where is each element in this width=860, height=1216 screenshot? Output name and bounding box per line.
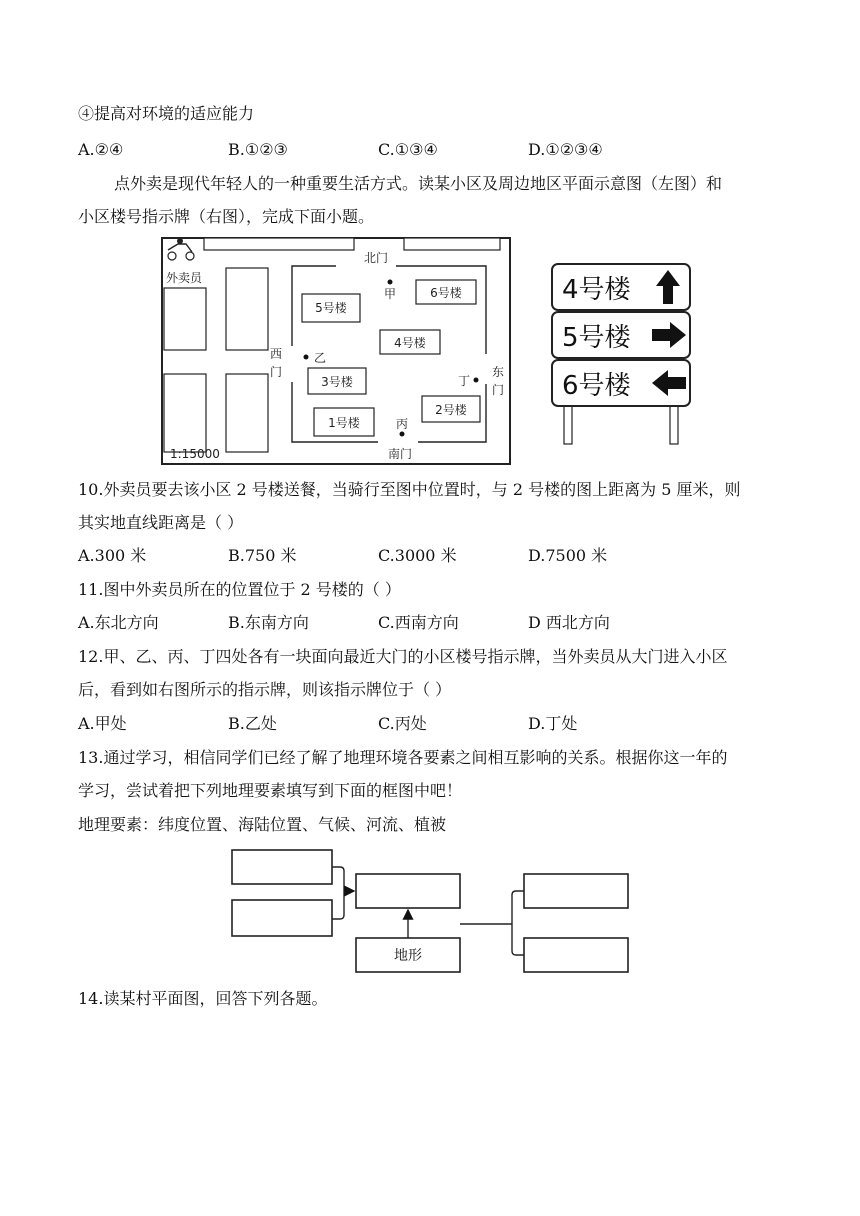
east-gate-label-2: 门	[491, 383, 505, 397]
q10-option-b: B.750 米	[228, 546, 297, 565]
south-gate-label: 南门	[387, 447, 413, 461]
courier-label: 外卖员	[166, 271, 203, 285]
q12-line-2: 后，看到如右图所示的指示牌，则该指示牌位于（ ）	[78, 680, 452, 699]
map-scale: 1:15000	[170, 447, 220, 461]
q14-line-1: 14.读某村平面图，回答下列各题。	[78, 989, 328, 1008]
sign-row-1-label: 4号楼	[562, 275, 631, 305]
q11-option-a: A.东北方向	[78, 613, 159, 632]
q13-line-1: 13.通过学习，相信同学们已经了解了地理环境各要素之间相互影响的关系。根据你这一年的	[78, 748, 728, 767]
q9-option-c: C.①③④	[378, 140, 438, 159]
intro-line-1: 点外卖是现代年轻人的一种重要生活方式。读某小区及周边地区平面示意图（左图）和	[114, 174, 723, 193]
point-ding: 丁	[458, 374, 471, 388]
q12-option-b: B.乙处	[228, 714, 277, 733]
point-bing: 丙	[395, 417, 409, 431]
element-flow-diagram	[228, 846, 634, 978]
q10-option-a: A.300 米	[78, 546, 147, 565]
q9-option-d: D.①②③④	[528, 140, 603, 159]
building-6: 6号楼	[430, 286, 462, 300]
q11-option-b: B.东南方向	[228, 613, 309, 632]
blank-box-left-top[interactable]	[232, 850, 332, 884]
building-2: 2号楼	[435, 403, 467, 417]
point-yi: 乙	[314, 351, 327, 365]
blank-box-right-bottom[interactable]	[524, 938, 628, 972]
q12-line-1: 12.甲、乙、丙、丁四处各有一块面向最近大门的小区楼号指示牌，当外卖员从大门进入小区	[78, 647, 728, 666]
blank-box-right-top[interactable]	[524, 874, 628, 908]
q10-option-d: D.7500 米	[528, 546, 608, 565]
north-gate-label: 北门	[363, 251, 389, 265]
west-gate-label-2: 门	[269, 365, 283, 379]
q13-line-2: 学习，尝试着把下列地理要素填写到下面的框图中吧！	[78, 781, 463, 800]
community-map	[160, 236, 512, 466]
q11-option-d: D 西北方向	[528, 613, 610, 632]
q12-option-c: C.丙处	[378, 714, 427, 733]
blank-box-left-bottom[interactable]	[232, 900, 332, 936]
q10-line-2: 其实地直线距离是（ ）	[78, 513, 244, 532]
blank-box-center[interactable]	[356, 874, 460, 908]
q12-option-a: A.甲处	[78, 714, 127, 733]
west-gate-label-1: 西	[269, 347, 283, 361]
q13-line-3: 地理要素：纬度位置、海陆位置、气候、河流、植被	[78, 815, 447, 834]
q9-option-b: B.①②③	[228, 140, 288, 159]
q11-line-1: 11.图中外卖员所在的位置位于 2 号楼的（ ）	[78, 580, 401, 599]
q11-option-c: C.西南方向	[378, 613, 459, 632]
east-gate-label-1: 东	[491, 365, 505, 379]
q9-option-a: A.②④	[78, 140, 124, 159]
sign-row-2-label: 5号楼	[562, 323, 631, 353]
q12-option-d: D.丁处	[528, 714, 578, 733]
sign-row-3-label: 6号楼	[562, 371, 631, 401]
building-5: 5号楼	[315, 301, 347, 315]
building-4: 4号楼	[394, 336, 426, 350]
terrain-label: 地形	[394, 948, 422, 964]
q10-line-1: 10.外卖员要去该小区 2 号楼送餐，当骑行至图中位置时，与 2 号楼的图上距离为 5 厘米，则	[78, 480, 741, 499]
intro-line-2: 小区楼号指示牌（右图），完成下面小题。	[78, 207, 375, 226]
point-jia: 甲	[383, 287, 397, 301]
building-1: 1号楼	[328, 416, 360, 430]
building-sign	[548, 262, 696, 446]
building-3: 3号楼	[321, 375, 353, 389]
q10-option-c: C.3000 米	[378, 546, 457, 565]
q9-item4: ④提高对环境的适应能力	[78, 104, 255, 123]
